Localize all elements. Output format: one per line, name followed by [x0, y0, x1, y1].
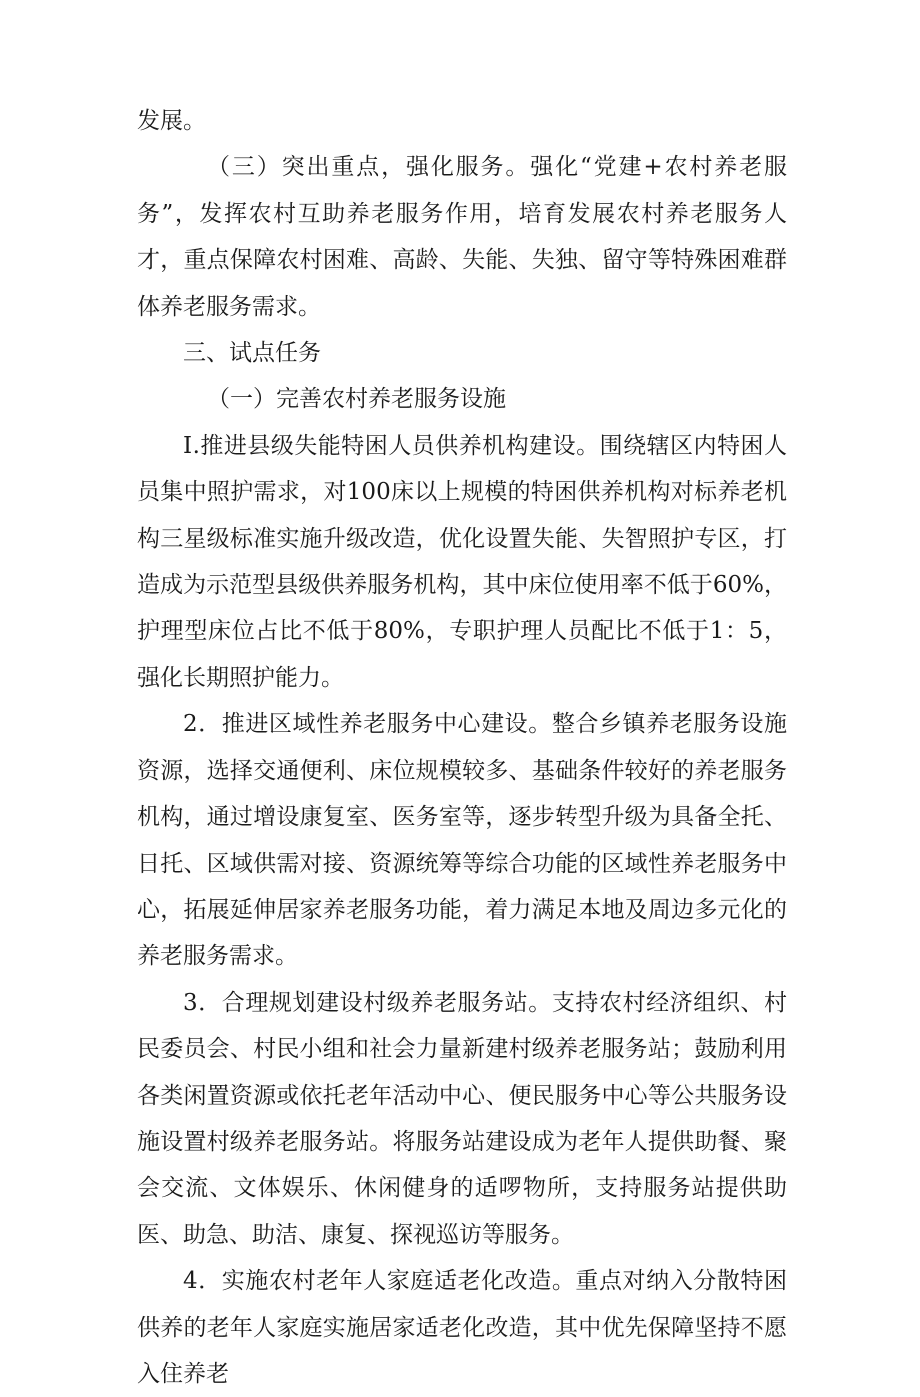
paragraph-item-3: 3．合理规划建设村级养老服务站。支持农村经济组织、村民委员会、村民小组和社会力量新建村级养老服务站；鼓励利用各类闲置资源或依托老年活动中心、便民服务中心等公共服务设施设置村级养老服务站。将服务站建设成为老年人提供助餐、聚会交流、文体娱乐、休闲健身的适啰物所，支持服务站提供助医、助急、助洁、康复、探视巡访等服务。 — [137, 989, 787, 1248]
paragraph-item-2: 2．推进区域性养老服务中心建设。整合乡镇养老服务设施资源，选择交通便利、床位规模较多、基础条件较好的养老服务机构，通过增设康复室、医务室等，逐步转型升级为具备全托、日托、区域供需对接、资源统筹等综合功能的区域性养老服务中心，拓展延伸居家养老服务功能，着力满足本地及周边多元化的养老服务需求。 — [137, 711, 787, 970]
document-body — [137, 98, 787, 1397]
paragraph-item-4: 4．实施农村老年人家庭适老化改造。重点对纳入分散特困供养的老年人家庭实施居家适老化改造，其中优先保障坚持不愿入住养老 — [137, 1268, 787, 1387]
paragraph-section-3: （三）突出重点，强化服务。强化“党建+农村养老服务”，发挥农村互助养老服务作用，培育发展农村养老服务人才，重点保障农村困难、高龄、失能、失独、留守等特殊困难群体养老服务需求。 — [137, 154, 787, 320]
heading-pilot-tasks: 三、试点任务 — [183, 340, 321, 367]
subheading-facilities: （一）完善农村养老服务设施 — [207, 386, 506, 413]
paragraph-continuation: 发展。 — [137, 108, 206, 134]
paragraph-item-1: Ⅰ.推进县级失能特困人员供养机构建设。围绕辖区内特困人员集中照护需求，对100床以上规模的特困供养机构对标养老机构三星级标准实施升级改造，优化设置失能、失智照护专区，打造成为示范型县级供养服务机构，其中床位使用率不低于60%，护理型床位占比不低于80%，专职护理人员配比不低于1：5，强化长期照护能力。 — [137, 432, 787, 691]
